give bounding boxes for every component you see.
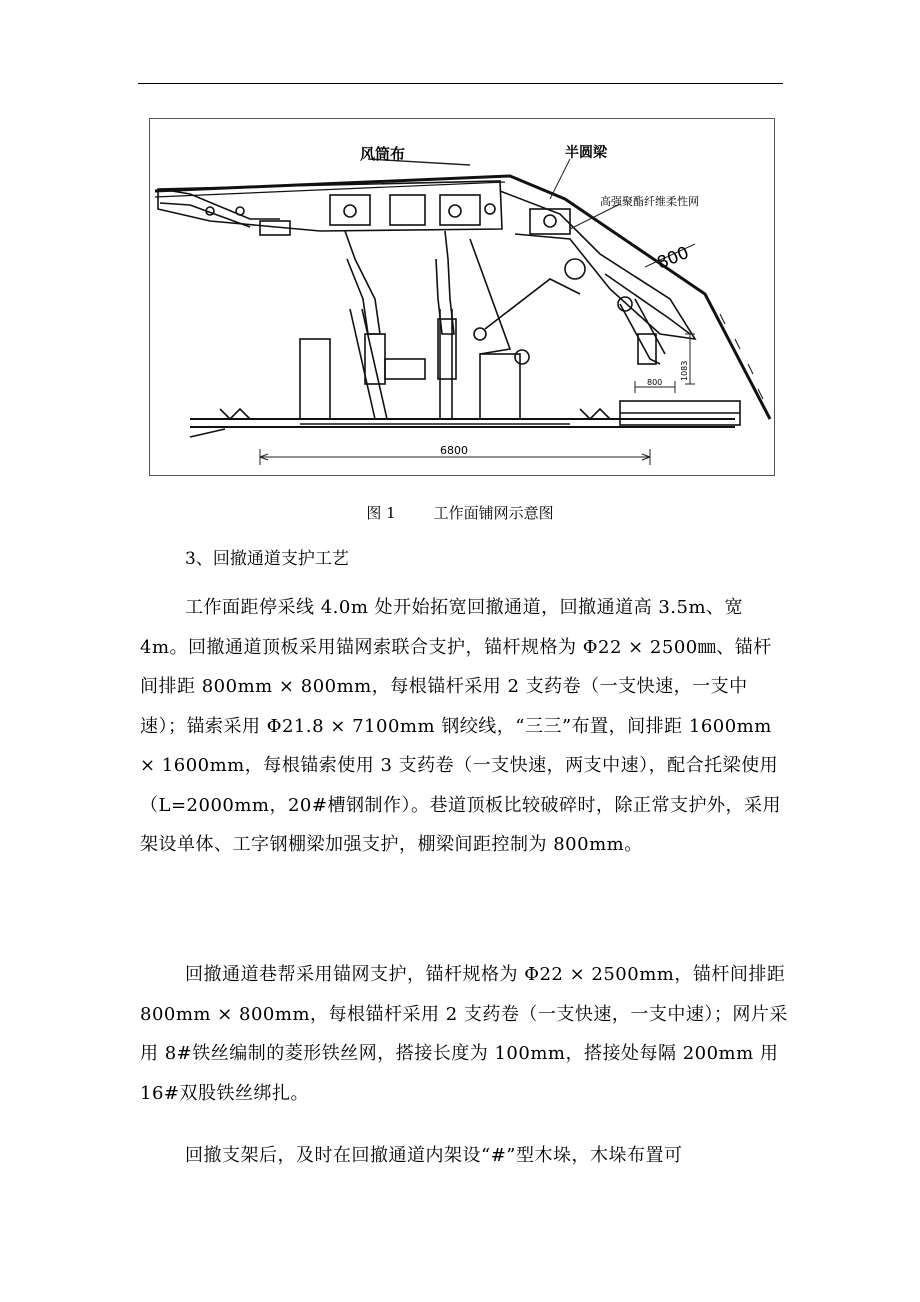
dim-800-small: 800 (647, 378, 663, 387)
label-flexible-net: 高强聚酯纤维柔性网 (600, 195, 699, 208)
paragraph-rib-support: 回撤通道巷帮采用锚网支护，锚杆规格为 Φ22 × 2500mm，锚杆间排距 800mm × 800mm，每根锚杆采用 2 支药卷（一支快速，一支中速）；网片采用 8#铁丝编制的菱形铁丝网，搭接长度为 100mm，搭接处每隔 200mm 用 16#双股铁丝绑扎。 (140, 964, 788, 1104)
label-half-round-beam: 半圆梁 (565, 145, 607, 161)
header-rule (138, 83, 783, 84)
paragraph-wood-crib: 回撤支架后，及时在回撤通道内架设“#”型木垛，木垛布置可 (185, 1145, 683, 1166)
paragraph-roof-support: 工作面距停采线 4.0m 处开始拓宽回撤通道，回撤通道高 3.5m、宽 4m。回撤通道顶板采用锚网索联合支护，锚杆规格为 Φ22 × 2500㎜、锚杆间排距 800mm × 800mm，每根锚杆采用 2 支药卷（一支快速，一支中速）；锚索采用 Φ21.8 × 7100mm 钢绞线，“三三”布置，间排距 1600mm × 1600mm，每根锚索使用 3 支药卷（一支快速，两支中速），配合托梁使用（L=2000mm，20#槽钢制作）。巷道顶板比较破碎时，除正常支护外，采用架设单体、工字钢棚梁加强支护，棚梁间距控制为 800mm。 (140, 597, 781, 855)
label-wind-curtain: 风筒布 (360, 145, 406, 163)
figure-number: 图 1 (366, 504, 396, 522)
figure-title: 工作面铺网示意图 (433, 504, 554, 522)
support-diagram (150, 119, 776, 477)
section-heading: 3、回撤通道支护工艺 (185, 549, 349, 569)
dim-800-large: 800 (654, 242, 692, 274)
dim-1083: 1083 (680, 360, 689, 381)
figure-frame (149, 118, 775, 476)
figure-caption (0, 502, 920, 523)
dim-6800: 6800 (440, 444, 468, 457)
